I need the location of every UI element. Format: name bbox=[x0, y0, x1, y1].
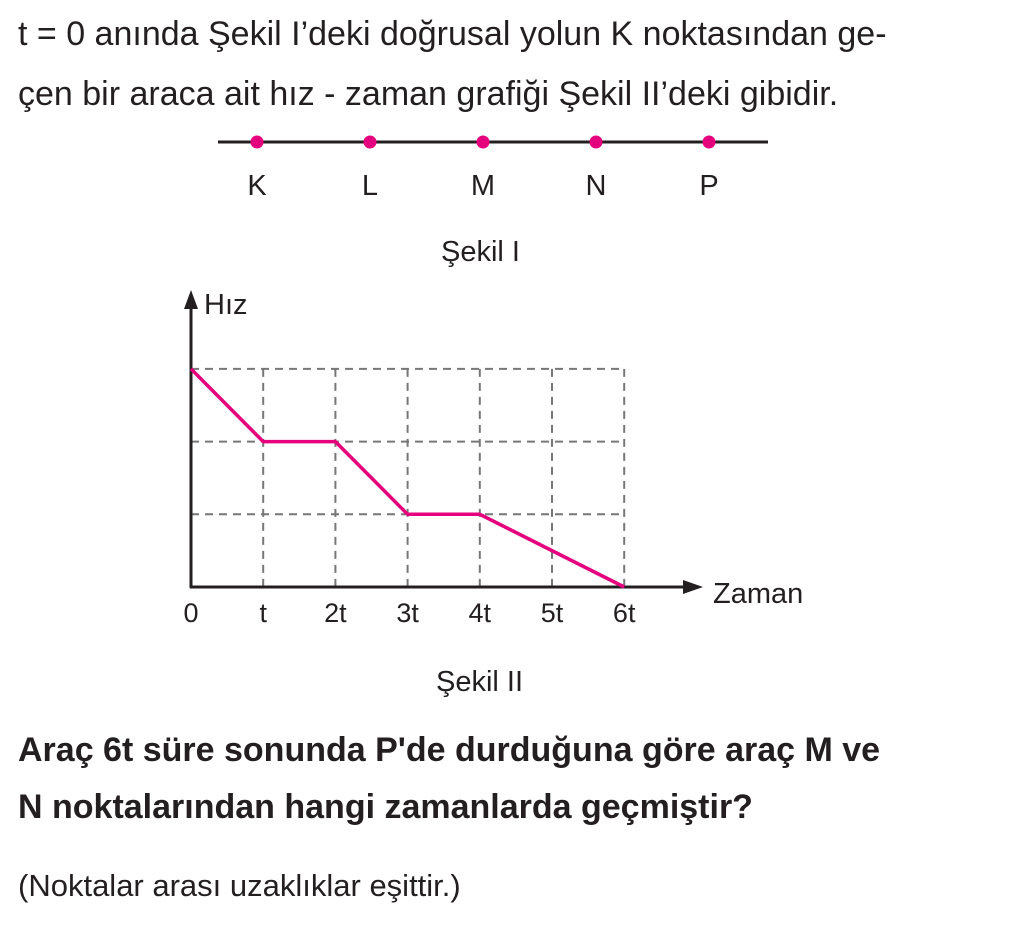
note: (Noktalar arası uzaklıklar eşittir.) bbox=[18, 868, 461, 903]
figure-2-caption: Şekil II bbox=[436, 666, 524, 698]
point-label-k: K bbox=[247, 170, 267, 202]
x-tick-label: 4t bbox=[468, 598, 492, 628]
x-axis-arrowhead bbox=[683, 580, 703, 594]
x-tick-label: t bbox=[259, 598, 267, 628]
x-tick-label: 6t bbox=[612, 598, 636, 628]
question-line-2: N noktalarından hangi zamanlarda geçmiştir? bbox=[18, 788, 753, 826]
x-tick-label: 0 bbox=[183, 598, 199, 628]
x-tick-label: 5t bbox=[540, 598, 564, 628]
x-tick-label: 2t bbox=[324, 598, 347, 628]
intro-line-2: çen bir araca ait hız - zaman grafiği Şekil II’deki gibidir. bbox=[18, 75, 839, 113]
y-axis-label: Hız bbox=[204, 289, 248, 321]
figure-1-caption: Şekil I bbox=[441, 236, 520, 268]
point-label-m: M bbox=[470, 170, 496, 202]
question-line-1: Araç 6t süre sonunda P'de durduğuna göre araç M ve bbox=[18, 731, 881, 769]
point-label-l: L bbox=[361, 170, 379, 202]
intro-line-1: t = 0 anında Şekil I’deki doğrusal yolun K noktasından ge- bbox=[18, 15, 887, 53]
x-tick-label: 3t bbox=[396, 598, 419, 628]
point-label-p: P bbox=[699, 170, 719, 202]
x-axis-label: Zaman bbox=[713, 578, 804, 610]
point-label-n: N bbox=[585, 170, 607, 202]
